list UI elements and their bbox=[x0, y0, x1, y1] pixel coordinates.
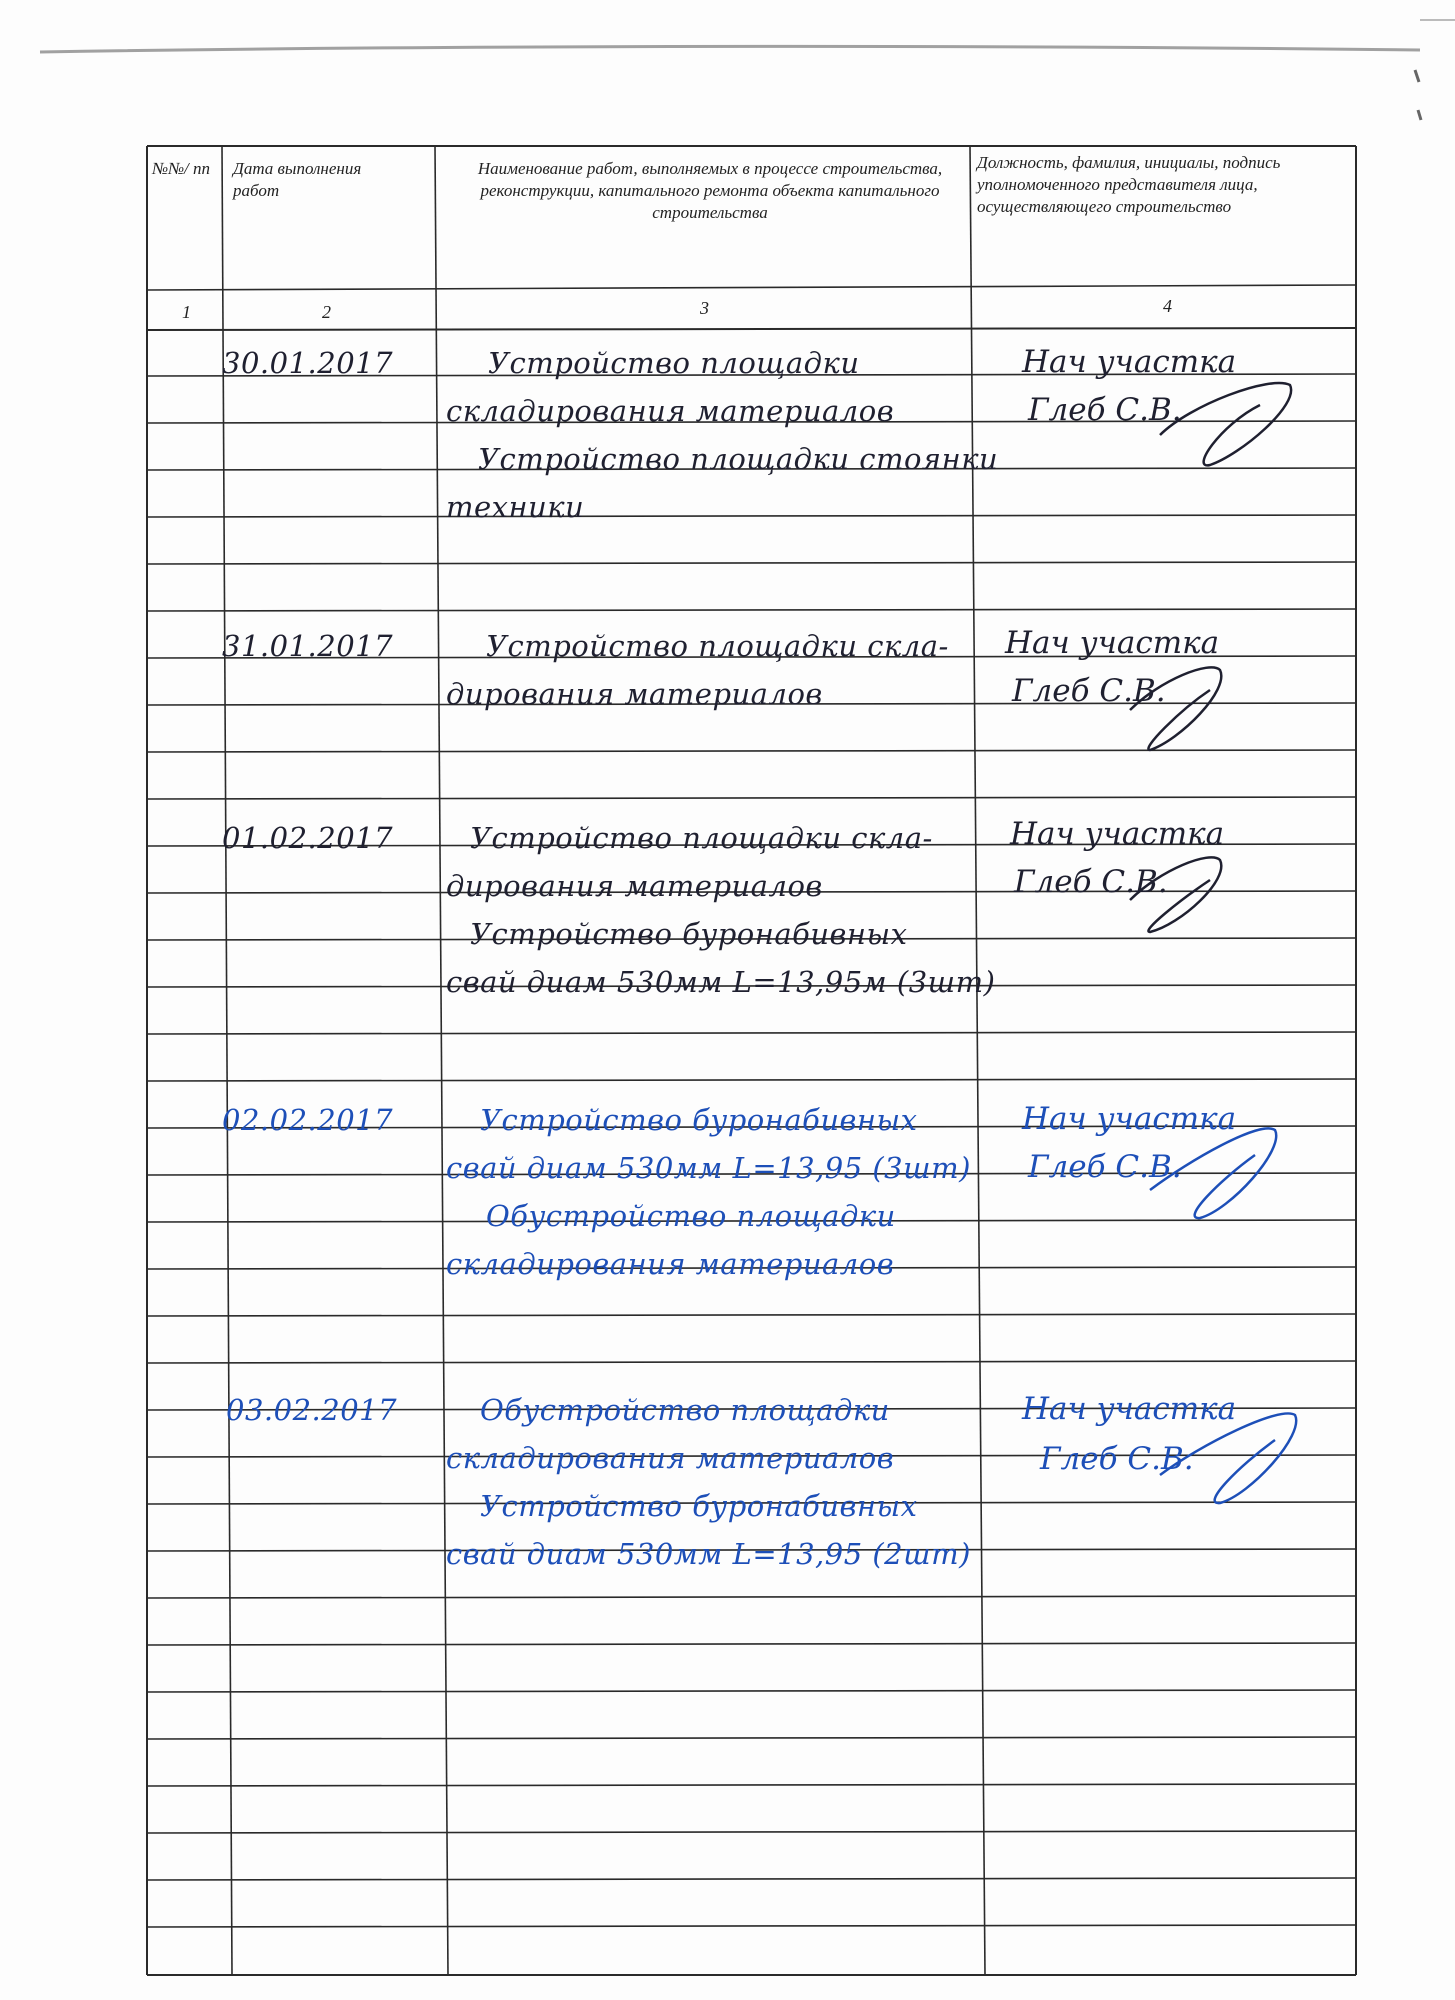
signer-name: Глеб С.В. bbox=[1014, 864, 1168, 900]
entry-work-line: Обустройство площадки bbox=[480, 1393, 890, 1427]
entry-date: 30.01.2017 bbox=[222, 346, 394, 380]
ruled-row-line bbox=[147, 1643, 1356, 1645]
entry-work-line: Устройство площадки bbox=[488, 346, 860, 380]
ruled-row-line bbox=[147, 1690, 1356, 1692]
header-col-work: Наименование работ, выполняемых в процессе строительства, реконструкции, капитального ремонта объекта капитального строительства bbox=[477, 159, 943, 222]
entry-date: 31.01.2017 bbox=[222, 629, 394, 663]
ruled-row-line bbox=[147, 515, 1356, 517]
entry-work-line: Обустройство площадки bbox=[486, 1199, 896, 1233]
column-separator bbox=[970, 146, 985, 1975]
signer-name: Глеб С.В. bbox=[1028, 392, 1182, 428]
entry-work-line: свай диам 530мм L=13,95 (3шт) bbox=[446, 1151, 971, 1185]
entry-work-line: складирования материалов bbox=[446, 394, 895, 428]
ruled-row-line bbox=[147, 562, 1356, 564]
ruled-row-line bbox=[147, 750, 1356, 752]
header-col-number: №№/ пп bbox=[152, 159, 211, 178]
column-number-3: 3 bbox=[700, 298, 709, 318]
header-separator bbox=[147, 328, 1356, 330]
signer-name: Глеб С.В. bbox=[1028, 1149, 1182, 1185]
ruled-row-line bbox=[147, 1361, 1356, 1363]
entry-work-line: Устройство площадки скла- bbox=[486, 629, 949, 663]
ruled-row-line bbox=[147, 1925, 1356, 1927]
signer-title: Нач участка bbox=[1022, 344, 1237, 380]
entry-work-line: дирования материалов bbox=[446, 869, 823, 903]
entry-work-line: свай диам 530мм L=13,95 (2шт) bbox=[446, 1537, 971, 1571]
entry-date: 02.02.2017 bbox=[222, 1103, 394, 1137]
entry-work-line: дирования материалов bbox=[446, 677, 823, 711]
column-number-2: 2 bbox=[322, 302, 331, 322]
ruled-row-line bbox=[147, 1831, 1356, 1833]
header-col-date: Дата выполнения работ bbox=[233, 159, 362, 200]
ruled-row-line bbox=[147, 1032, 1356, 1034]
signer-name: Глеб С.В. bbox=[1012, 673, 1166, 709]
entry-work-line: свай диам 530мм L=13,95м (3шт) bbox=[446, 965, 996, 999]
header-col-signer: Должность, фамилия, инициалы, подпись уполномоченного представителя лица, осуществляющего строительство bbox=[977, 153, 1281, 216]
signer-title: Нач участка bbox=[1022, 1101, 1237, 1137]
entry-work-line: Устройство буронабивных bbox=[480, 1489, 918, 1523]
ruled-row-line bbox=[147, 1079, 1356, 1081]
signer-title: Нач участка bbox=[1022, 1391, 1237, 1427]
entry-work-line: Устройство площадки скла- bbox=[470, 821, 933, 855]
entry-work-line: складирования материалов bbox=[446, 1441, 895, 1475]
column-number-1: 1 bbox=[182, 302, 191, 322]
entry-work-line: Устройство буронабивных bbox=[480, 1103, 918, 1137]
signer-title: Нач участка bbox=[1010, 816, 1225, 852]
ruled-row-line bbox=[147, 1596, 1356, 1598]
entry-date: 01.02.2017 bbox=[222, 821, 394, 855]
signer-name: Глеб С.В. bbox=[1040, 1441, 1194, 1477]
entry-work-line: складирования материалов bbox=[446, 1247, 895, 1281]
column-separator bbox=[222, 146, 232, 1975]
ruled-row-line bbox=[147, 1784, 1356, 1786]
ruled-row-line bbox=[147, 1314, 1356, 1316]
header-separator bbox=[147, 285, 1356, 290]
signer-title: Нач участка bbox=[1005, 625, 1220, 661]
entry-work-line: Устройство буронабивных bbox=[470, 917, 908, 951]
entry-work-line: Устройство площадки стоянки bbox=[478, 442, 999, 476]
ruled-row-line bbox=[147, 1737, 1356, 1739]
ruled-row-line bbox=[147, 797, 1356, 799]
ruled-row-line bbox=[147, 609, 1356, 611]
entry-work-line: техники bbox=[446, 490, 585, 524]
ruled-row-line bbox=[147, 1878, 1356, 1880]
entry-date: 03.02.2017 bbox=[226, 1393, 398, 1427]
column-number-4: 4 bbox=[1163, 296, 1172, 316]
